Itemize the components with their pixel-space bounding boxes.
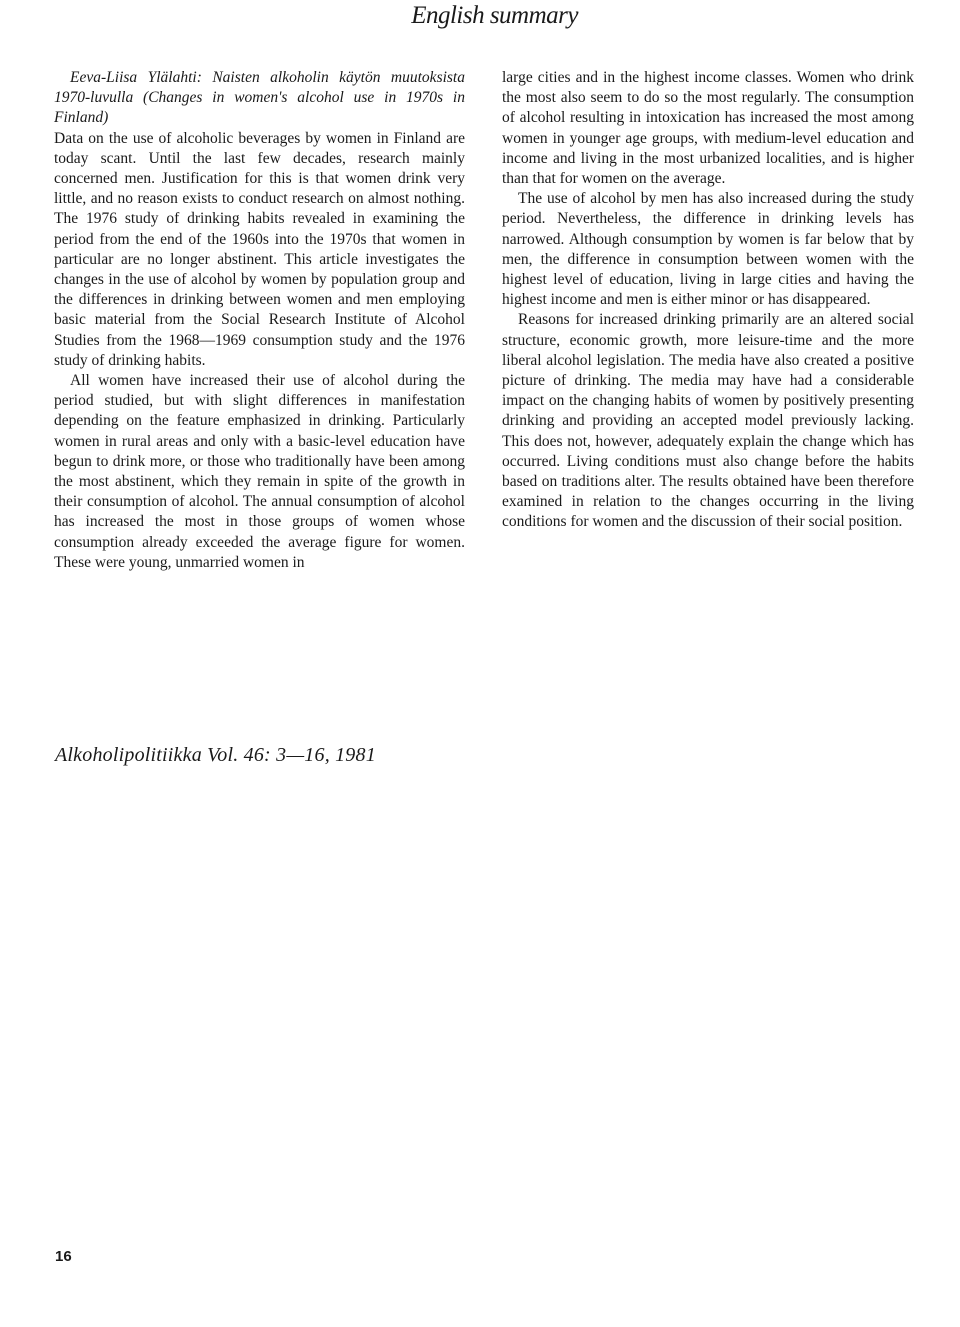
article-paragraph: All women have increased their use of alcohol during the period studied, but with slight differences in manifestation depending on the feature emphasized in drinking. Particularly women in rural areas and only with a basic-level education have begun to drink more, or those who traditionally have been among the most abstinent, which they remain in spite of the growth in their consumption of alcohol. The annual consumption of alcohol has increased the most in those groups of women whose consumption already exceeded the average figure for women. These were young, unmarried women in bbox=[54, 372, 465, 571]
article-paragraph: large cities and in the highest income classes. Women who drink the most also seem to do so the most regularly. The consumption of alcohol resulting in intoxication has increased the most among women in younger age groups, with medium-level education and income and living in the most urbanized localities, and is higher than that for women on the average. bbox=[502, 69, 914, 188]
article-paragraph: Data on the use of alcoholic beverages by women in Finland are today scant. Until the last few decades, research mainly concerned men. Justification for this is that women drink very little, and no reason exists to conduct research on almost nothing. The 1976 study of drinking habits revealed in examining the period from the end of the 1960s into the 1970s that women in particular are no longer abstinent. This article investigates the changes in the use of alcohol by women by population group and the differences in drinking between women and men employing basic material from the Social Research Institute of Alcohol Studies from the 1968—1969 consumption study and the 1976 study of drinking habits. bbox=[54, 129, 465, 369]
article-paragraph: Reasons for increased drinking primarily are an altered social structure, economic growth, more leisure-time and the more liberal alcohol legislation. The media have also created a positive picture of drinking. The media may have had a considerable impact on the changing habits of women by positively presenting drinking and providing an accepted model previously lacking. This does not, however, adequately explain the change which has occurred. Living conditions must also change before the habits based on traditions alter. The results obtained have been therefore examined in relation to the changes occurring in the living conditions for women and the discussion of their social position. bbox=[502, 311, 914, 531]
page-title: English summary bbox=[411, 2, 578, 29]
article-author-title: Eeva-Liisa Ylälahti: Naisten alkoholin käytön muutoksista 1970-luvulla (Changes in women's alcohol use in 1970s in Finland) bbox=[54, 69, 465, 127]
journal-citation: Alkoholipolitiikka Vol. 46: 3—16, 1981 bbox=[55, 744, 376, 766]
article-column-left bbox=[54, 68, 465, 573]
article-paragraph: The use of alcohol by men has also increased during the study period. Nevertheless, the difference in drinking levels has narrowed. Although consumption by women is far below that by men, the difference in consumption between women with the highest level of education, living in large cities and having the highest income and men is either minor or has disappeared. bbox=[502, 190, 914, 309]
page-number: 16 bbox=[55, 1248, 72, 1265]
article-column-right bbox=[502, 68, 914, 533]
